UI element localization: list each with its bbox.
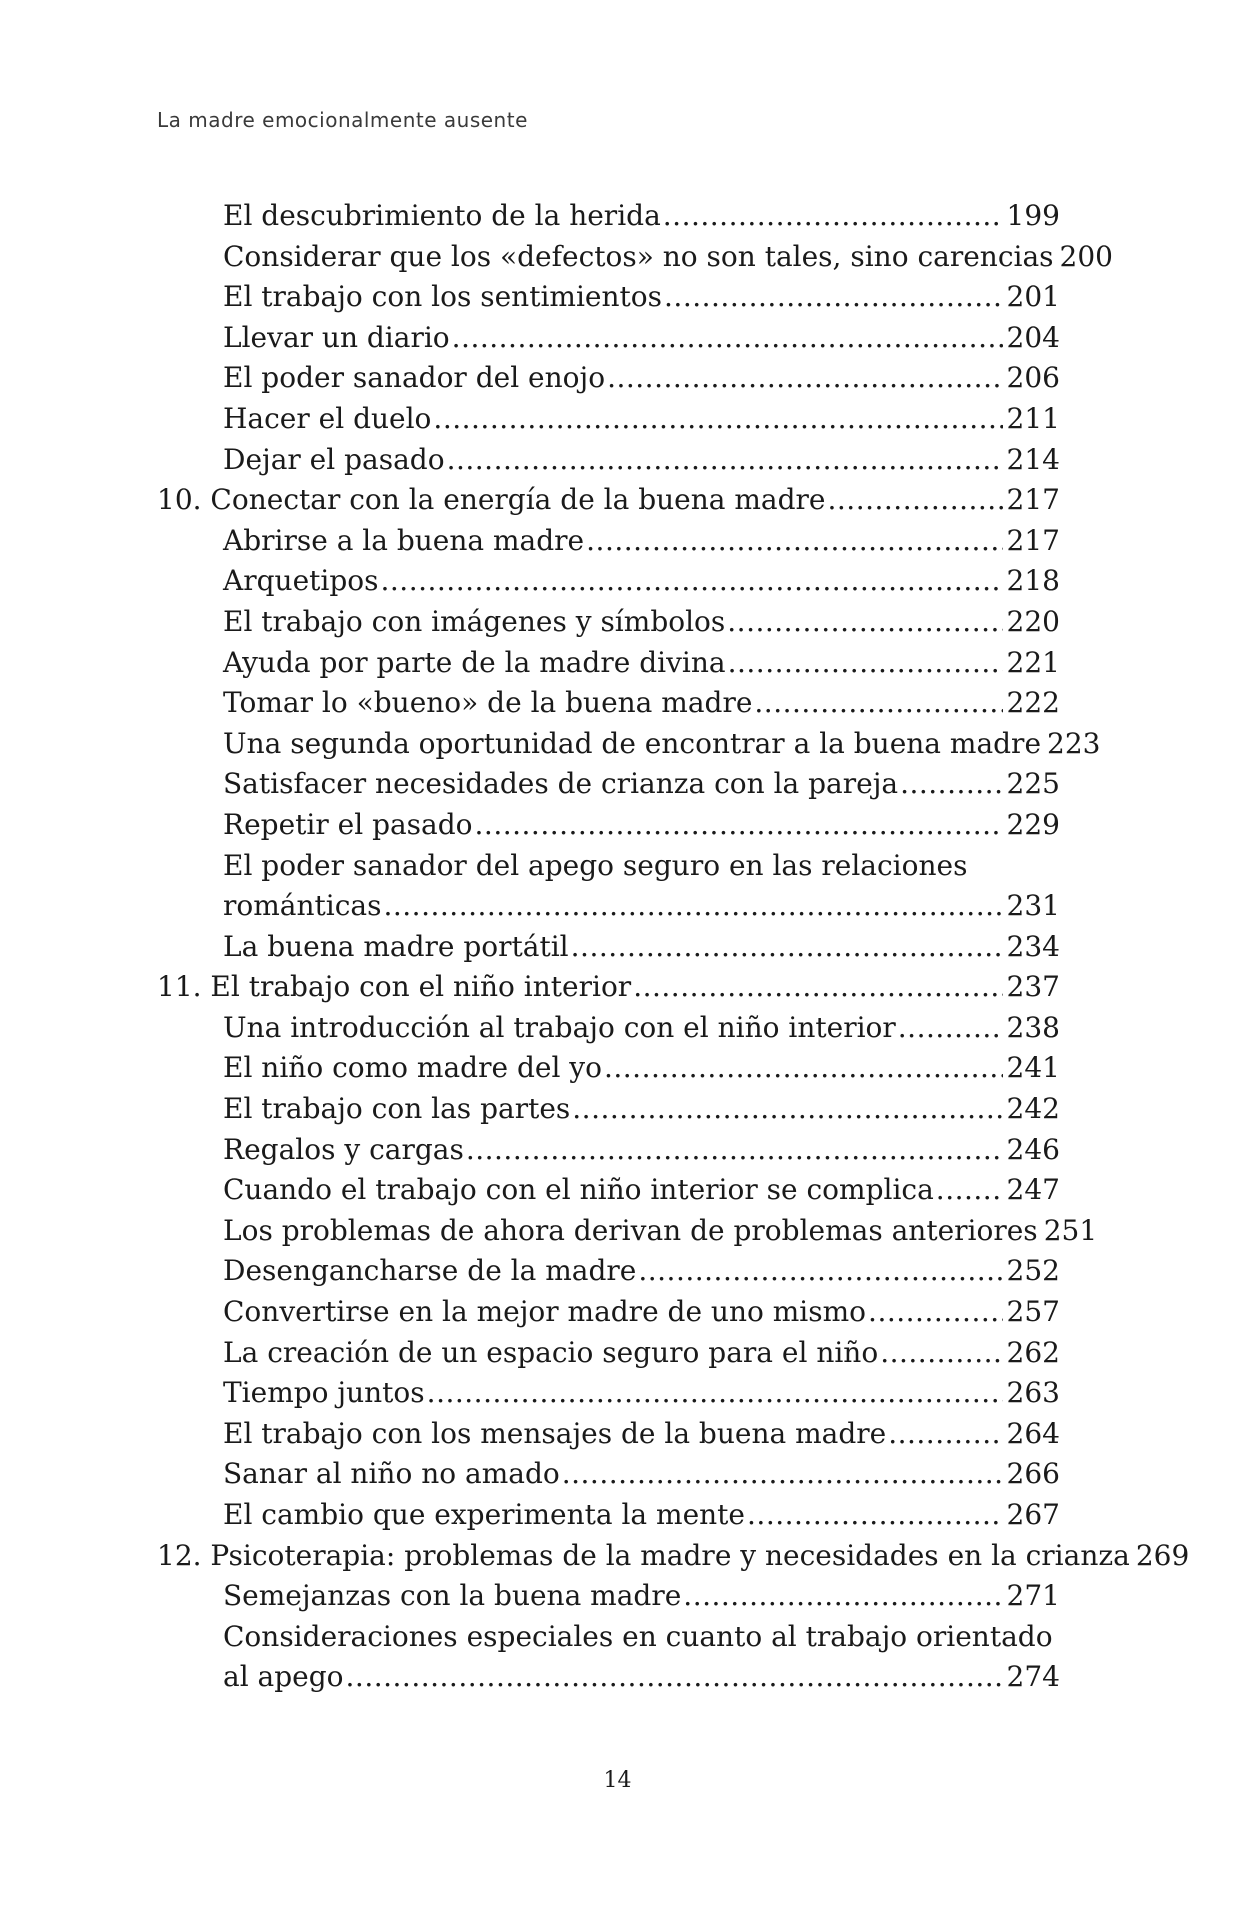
toc-subentry: [157, 196, 1060, 237]
toc-entry-page: 269: [1135, 1538, 1190, 1572]
dot-leader: [638, 1251, 1002, 1292]
toc-entry-title: La creación de un espacio seguro para el niño: [223, 1335, 879, 1369]
toc-entry-page: 257: [1006, 1295, 1060, 1329]
toc-subentry: [157, 1251, 1060, 1292]
toc-entry-page: 246: [1006, 1132, 1060, 1166]
toc-subentry: [157, 440, 1060, 481]
toc-entry-page: 238: [1006, 1010, 1060, 1044]
toc-entry-page: 221: [1006, 645, 1060, 679]
toc-entry-page: 211: [1006, 401, 1060, 435]
toc-entry-title: El trabajo con imágenes y símbolos: [223, 604, 726, 638]
dot-leader: [868, 1292, 1003, 1333]
dot-leader: [936, 1170, 1003, 1211]
toc-entry-title: Abrirse a la buena madre: [223, 523, 585, 557]
toc-subentry: [157, 683, 1060, 724]
toc-entry-title: Semejanzas con la buena madre: [223, 1579, 682, 1613]
dot-leader: [427, 1373, 1003, 1414]
toc-entry-title: El cambio que experimenta la mente: [223, 1498, 746, 1531]
toc-entry-title: Ayuda por parte de la madre divina: [223, 645, 726, 679]
toc-entry-title: Considerar que los «defectos» no son tales, sino carencias: [223, 239, 1054, 273]
toc-entry-page: 274: [1006, 1660, 1060, 1694]
toc-entry-title: Una introducción al trabajo con el niño interior: [223, 1010, 896, 1044]
dot-leader: [571, 927, 1003, 968]
toc-entry-title: Sanar al niño no amado: [223, 1457, 560, 1491]
toc-chapter-entry: [157, 1536, 1190, 1577]
toc-entry-title: 10. Conectar con la energía de la buena madre: [157, 483, 826, 517]
toc-entry-page: 229: [1006, 807, 1060, 841]
toc-entry-title: Arquetipos: [223, 564, 379, 598]
toc-entry-page: 251: [1043, 1213, 1098, 1247]
toc-entry-title: Dejar el pasado: [223, 442, 445, 476]
toc-subentry: [157, 318, 1060, 359]
toc-subentry: [157, 927, 1060, 968]
toc-entry-page: 206: [1006, 361, 1060, 395]
toc-entry-page: 217: [1006, 483, 1060, 517]
toc-subentry: [157, 1211, 1098, 1252]
dot-leader: [572, 1089, 1002, 1130]
dot-leader: [880, 1333, 1002, 1374]
toc-subentry: [157, 1170, 1060, 1211]
dot-leader: [663, 196, 1003, 237]
toc-entry-page: 214: [1006, 442, 1060, 476]
toc-entry-page: 263: [1006, 1376, 1060, 1410]
dot-leader: [898, 1008, 1003, 1049]
dot-leader: [747, 1495, 1003, 1536]
toc-entry-title: Satisfacer necesidades de crianza con la pareja: [223, 767, 899, 801]
toc-subentry: [157, 886, 1060, 927]
dot-leader: [383, 886, 1002, 927]
toc-entry-title: La buena madre portátil: [223, 929, 569, 963]
toc-entry-page: 271: [1006, 1579, 1060, 1613]
toc-entry-page: 220: [1006, 604, 1060, 638]
toc-entry-title: Tiempo juntos: [223, 1376, 425, 1410]
toc-chapter-entry: [157, 480, 1060, 521]
toc-entry-title: Hacer el duelo: [223, 401, 432, 435]
toc-subentry: [157, 1454, 1060, 1495]
toc-entry-title: Convertirse en la mejor madre de uno mismo: [223, 1295, 867, 1329]
toc-subentry: [157, 1008, 1060, 1049]
dot-leader: [562, 1454, 1003, 1495]
toc-entry-title: El trabajo con las partes: [223, 1092, 571, 1126]
toc-subentry: [157, 1130, 1060, 1171]
dot-leader: [607, 358, 1002, 399]
toc-subentry: [157, 602, 1060, 643]
table-of-contents: [157, 196, 1190, 1698]
toc-entry-page: 242: [1006, 1092, 1060, 1126]
toc-chapter-entry: [157, 967, 1060, 1008]
toc-entry-title: Una segunda oportunidad de encontrar a la buena madre: [223, 726, 1042, 760]
toc-entry-title: Cuando el trabajo con el niño interior se complica: [223, 1173, 934, 1207]
toc-entry-title: El niño como madre del yo: [223, 1051, 602, 1085]
toc-entry-title: El poder sanador del enojo: [223, 361, 606, 395]
toc-entry-title: románticas: [223, 889, 382, 923]
toc-entry-page: 199: [1006, 199, 1060, 232]
toc-entry-page: 231: [1006, 889, 1060, 923]
toc-entry-title: Tomar lo «bueno» de la buena madre: [223, 686, 753, 720]
dot-leader: [475, 805, 1003, 846]
toc-entry-page: 267: [1006, 1498, 1060, 1531]
toc-subentry: [157, 399, 1060, 440]
dot-leader: [586, 521, 1002, 562]
toc-entry-title: Repetir el pasado: [223, 807, 473, 841]
toc-subentry: [157, 1576, 1060, 1617]
toc-subentry: [157, 764, 1060, 805]
toc-entry-title: Llevar un diario: [223, 320, 450, 354]
dot-leader: [683, 1576, 1002, 1617]
toc-entry-title: al apego: [223, 1660, 344, 1694]
toc-entry-page: 201: [1006, 280, 1060, 314]
toc-subentry: [157, 1048, 1060, 1089]
toc-entry-page: 225: [1006, 767, 1060, 801]
toc-entry-page: 223: [1047, 726, 1101, 760]
toc-entry-page: 218: [1006, 564, 1060, 598]
toc-entry-title: 12. Psicoterapia: problemas de la madre y necesidades en la crianza: [157, 1538, 1130, 1572]
toc-subentry: [157, 1495, 1060, 1536]
dot-leader: [728, 643, 1003, 684]
dot-leader: [346, 1657, 1003, 1698]
toc-entry-page: 237: [1006, 970, 1060, 1004]
toc-entry-title: Los problemas de ahora derivan de problemas anteriores: [223, 1213, 1038, 1247]
dot-leader: [900, 764, 1002, 805]
running-head: La madre emocionalmente ausente: [157, 108, 528, 132]
toc-entry-page: 217: [1006, 523, 1060, 557]
dot-leader: [664, 277, 1003, 318]
toc-subentry: [157, 358, 1060, 399]
dot-leader: [433, 399, 1002, 440]
toc-entry-page: 200: [1059, 239, 1113, 273]
toc-subentry: [157, 521, 1060, 562]
toc-subentry: [157, 1414, 1060, 1455]
toc-entry-title: El descubrimiento de la herida: [223, 199, 661, 232]
dot-leader: [452, 318, 1003, 359]
dot-leader: [381, 561, 1003, 602]
toc-subentry: [157, 724, 1101, 765]
toc-entry-page: 264: [1006, 1416, 1060, 1450]
dot-leader: [828, 480, 1003, 521]
dot-leader: [888, 1414, 1002, 1455]
toc-entry-page: 262: [1006, 1335, 1060, 1369]
toc-subentry: [157, 237, 1113, 278]
dot-leader: [633, 967, 1002, 1008]
toc-entry-title-line: Consideraciones especiales en cuanto al trabajo orientado: [223, 1619, 1053, 1653]
toc-subentry: [157, 1373, 1060, 1414]
toc-entry-page: 266: [1006, 1457, 1060, 1491]
dot-leader: [754, 683, 1002, 724]
toc-subentry: [157, 805, 1060, 846]
toc-subentry: [157, 277, 1060, 318]
toc-entry-title: 11. El trabajo con el niño interior: [157, 970, 632, 1004]
toc-entry-page: 204: [1006, 320, 1060, 354]
toc-subentry: [157, 1333, 1060, 1374]
toc-entry-page: 241: [1006, 1051, 1060, 1085]
toc-entry-title: El trabajo con los sentimientos: [223, 280, 663, 314]
toc-entry-title: Desengancharse de la madre: [223, 1254, 637, 1288]
toc-subentry: [157, 643, 1060, 684]
page-number: 14: [603, 1768, 632, 1793]
dot-leader: [727, 602, 1002, 643]
toc-subentry: [157, 1292, 1060, 1333]
toc-entry-title: Regalos y cargas: [223, 1132, 464, 1166]
toc-entry-page: 247: [1006, 1173, 1060, 1207]
toc-entry-page: 252: [1006, 1254, 1060, 1288]
toc-subentry: [157, 1657, 1060, 1698]
toc-subentry: [157, 561, 1060, 602]
toc-entry-page: 234: [1006, 929, 1060, 963]
dot-leader: [604, 1048, 1003, 1089]
toc-entry-title-line: El poder sanador del apego seguro en las relaciones: [223, 848, 968, 882]
dot-leader: [466, 1130, 1003, 1171]
dot-leader: [447, 440, 1003, 481]
toc-entry-title: El trabajo con los mensajes de la buena madre: [223, 1416, 887, 1450]
toc-subentry: [157, 1089, 1060, 1130]
toc-entry-page: 222: [1006, 686, 1060, 720]
